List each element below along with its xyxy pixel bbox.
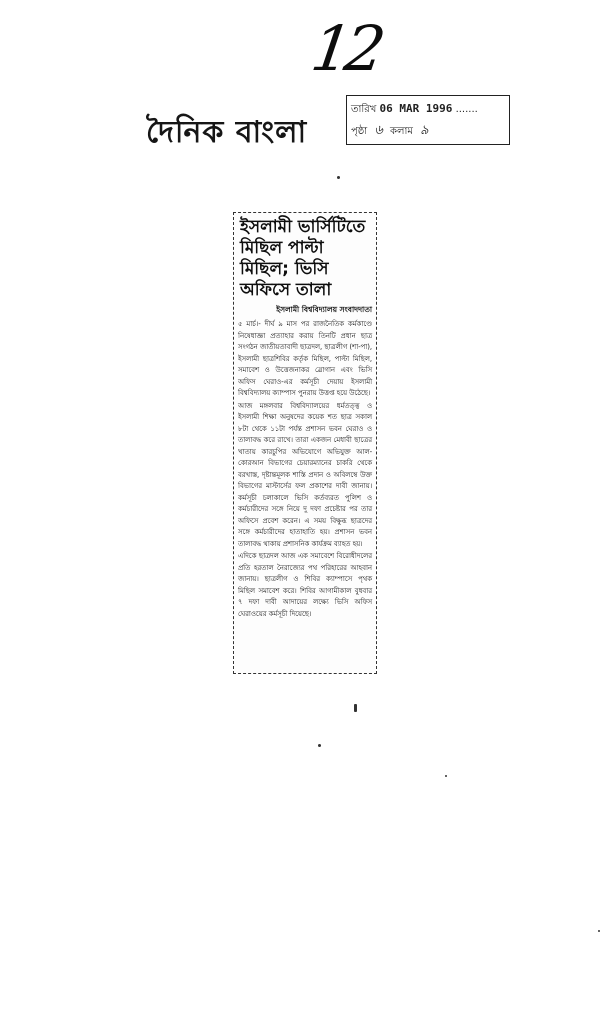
stamp-date-row bbox=[351, 98, 505, 120]
scan-speck bbox=[445, 775, 447, 777]
handwritten-page-number: 12 bbox=[306, 12, 385, 85]
newspaper-clipping bbox=[233, 212, 377, 674]
scan-speck bbox=[318, 744, 321, 747]
stamp-column-label: কলাম bbox=[390, 126, 413, 137]
article-correspondent: ইসলামী বিশ্ববিদ্যালয় সংবাদদাতা bbox=[276, 305, 372, 314]
article-paragraph: ৫ মার্চ।- দীর্ঘ ৯ মাস পর রাজনৈতিক কর্মকাণ্ডে নিষেধাজ্ঞা প্রত্যাহার করায় তিনটি প্রধান ছাত্র সংগঠন জাতীয়তাবাদী ছাত্রদল, ছাত্রলীগ (শা-পা), ইসলামী ছাত্রশিবির কর্তৃক মিছিল, পাল্টা মিছিল, সমাবেশ ও উত্তেজনাকর স্লোগান এবং ভিসি অফিস ঘেরাও-এর কর্মসূচী দেয়ায় ইসলামী বিশ্ববিদ্যালয় ক্যাম্পাস পুনরায় উত্তপ্ত হয়ে উঠেছে। bbox=[238, 320, 372, 397]
article-paragraph: এদিকে ছাত্রদল আজ এক সমাবেশে বিরোধীদলের প্রতি হরতাল নৈরাজ্যের পথ পরিহারের আহবান জানায়। ছাত্রলীগ ও শিবির ক্যাম্পাসে পৃথক মিছিল সমাবেশ করে। শিবির আগামীকাল বুধবার ৭ দফা দাবী আদায়ের লক্ষ্যে ভিসি অফিস ঘেরাওয়ের কর্মসূচী দিয়েছে। bbox=[238, 552, 372, 618]
scan-speck bbox=[354, 704, 357, 712]
stamp-page-label: পৃষ্ঠা bbox=[351, 126, 368, 137]
article-paragraph: আজ মঙ্গলবার বিশ্ববিদ্যালয়ের ধর্মতত্ত্ব ও ইসলামী শিক্ষা অনুষদের কয়েক শত ছাত্র সকাল ৮টা থেকে ১১টা পর্যন্ত প্রশাসন ভবন ঘেরাও ও তালাবদ্ধ করে রাখে। তারা একজন মেধাবী ছাত্রের খাতায় কারচুপির অভিযোগে অভিযুক্ত আল-কোরআন বিভাগের চেয়ারম্যানের চাকরি থেকে বরখাস্ত, দৃষ্টান্তমূলক শাস্তি প্রদান ও অবিলম্বে উক্ত বিভাগের মাস্টার্সের ফল প্রকাশের দাবী জানায়। কর্মসূচী চলাকালে ভিসি কর্তব্যরত পুলিশ ও কর্মচারীদের সঙ্গে নিয়ে দু দফা প্রচেষ্টার পর তার অফিসে প্রবেশ করেন। এ সময় বিক্ষুব্ধ ছাত্রদের সঙ্গে কর্মচারীদের হাতাহাতি হয়। প্রশাসন ভবন তালাবদ্ধ থাকায় প্রশাসনিক কার্যক্রম ব্যাহত হয়। bbox=[238, 401, 372, 548]
scan-speck bbox=[598, 930, 600, 932]
date-page-stamp bbox=[346, 95, 510, 145]
stamp-date-label: তারিখ bbox=[351, 104, 377, 115]
stamp-date-value: 06 MAR 1996 bbox=[379, 102, 453, 115]
stamp-column-value: ৯ bbox=[420, 123, 429, 138]
stamp-dots: ....... bbox=[455, 104, 478, 115]
stamp-page-value: ৬ bbox=[374, 123, 383, 138]
article-headline: ইসলামী ভার্সিটিতে মিছিল পাল্টা মিছিল; ভিসি অফিসে তালা bbox=[240, 217, 366, 300]
scan-speck bbox=[337, 176, 340, 179]
stamp-page-row bbox=[351, 120, 505, 142]
newspaper-masthead: দৈনিক বাংলা bbox=[146, 115, 308, 150]
